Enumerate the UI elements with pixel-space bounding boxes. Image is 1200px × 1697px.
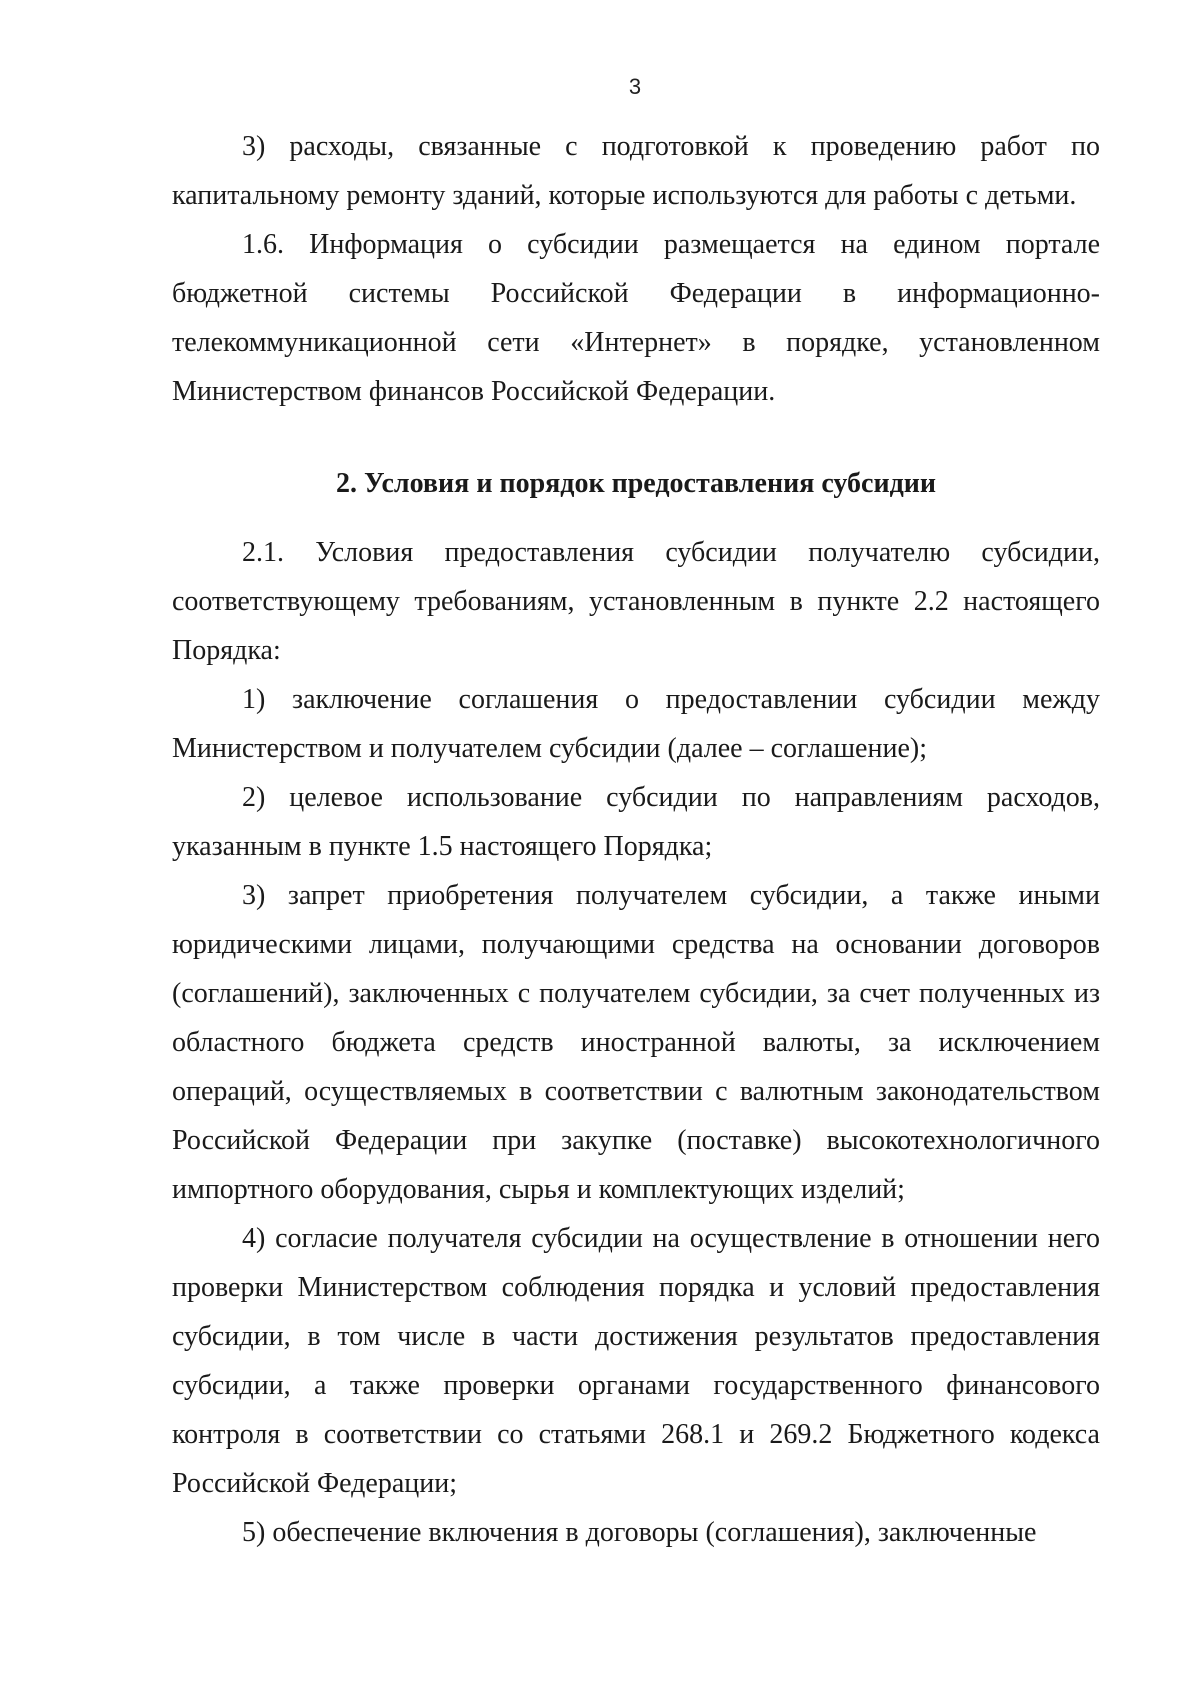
paragraph-2-1: 2.1. Условия предоставления субсидии получателю субсидии, соответствующему требованиям, установленным в пункте 2.2 настоящего Порядка:: [172, 537, 1100, 666]
paragraph-condition-5: 5) обеспечение включения в договоры (соглашения), заключенные: [242, 1517, 1037, 1548]
paragraph-condition-2: 2) целевое использование субсидии по направлениям расходов, указанным в пункте 1.5 настоящего Порядка;: [172, 782, 1100, 862]
section-heading: 2. Условия и порядок предоставления субсидии: [335, 468, 937, 499]
paragraph-condition-3: 3) запрет приобретения получателем субсидии, а также иными юридическими лицами, получающими средства на основании договоров (соглашений), заключенных с получателем субсидии, за счет полученных из областного бюджета средств иностранной валюты, за исключением операций, осуществляемых в соответствии с валютным законодательством Российской Федерации при закупке (поставке) высокотехнологичного импортного оборудования, сырья и комплектующих изделий;: [172, 880, 1100, 1205]
page-number: 3: [628, 74, 642, 99]
paragraph-1-6: 1.6. Информация о субсидии размещается на едином портале бюджетной системы Российской Федерации в информационно-телекоммуникационной сети «Интернет» в порядке, установленном Министерством финансов Российской Федерации.: [172, 229, 1100, 407]
document-body: [172, 122, 1100, 1557]
paragraph-condition-1: 1) заключение соглашения о предоставлении субсидии между Министерством и получателем субсидии (далее – соглашение);: [172, 684, 1100, 764]
paragraph-condition-4: 4) согласие получателя субсидии на осуществление в отношении него проверки Министерством соблюдения порядка и условий предоставления субсидии, в том числе в части достижения результатов предоставления субсидии, а также проверки органами государственного финансового контроля в соответствии со статьями 268.1 и 269.2 Бюджетного кодекса Российской Федерации;: [172, 1223, 1100, 1499]
paragraph-expenses-item-3: 3) расходы, связанные с подготовкой к проведению работ по капитальному ремонту зданий, которые используются для работы с детьми.: [172, 131, 1100, 211]
